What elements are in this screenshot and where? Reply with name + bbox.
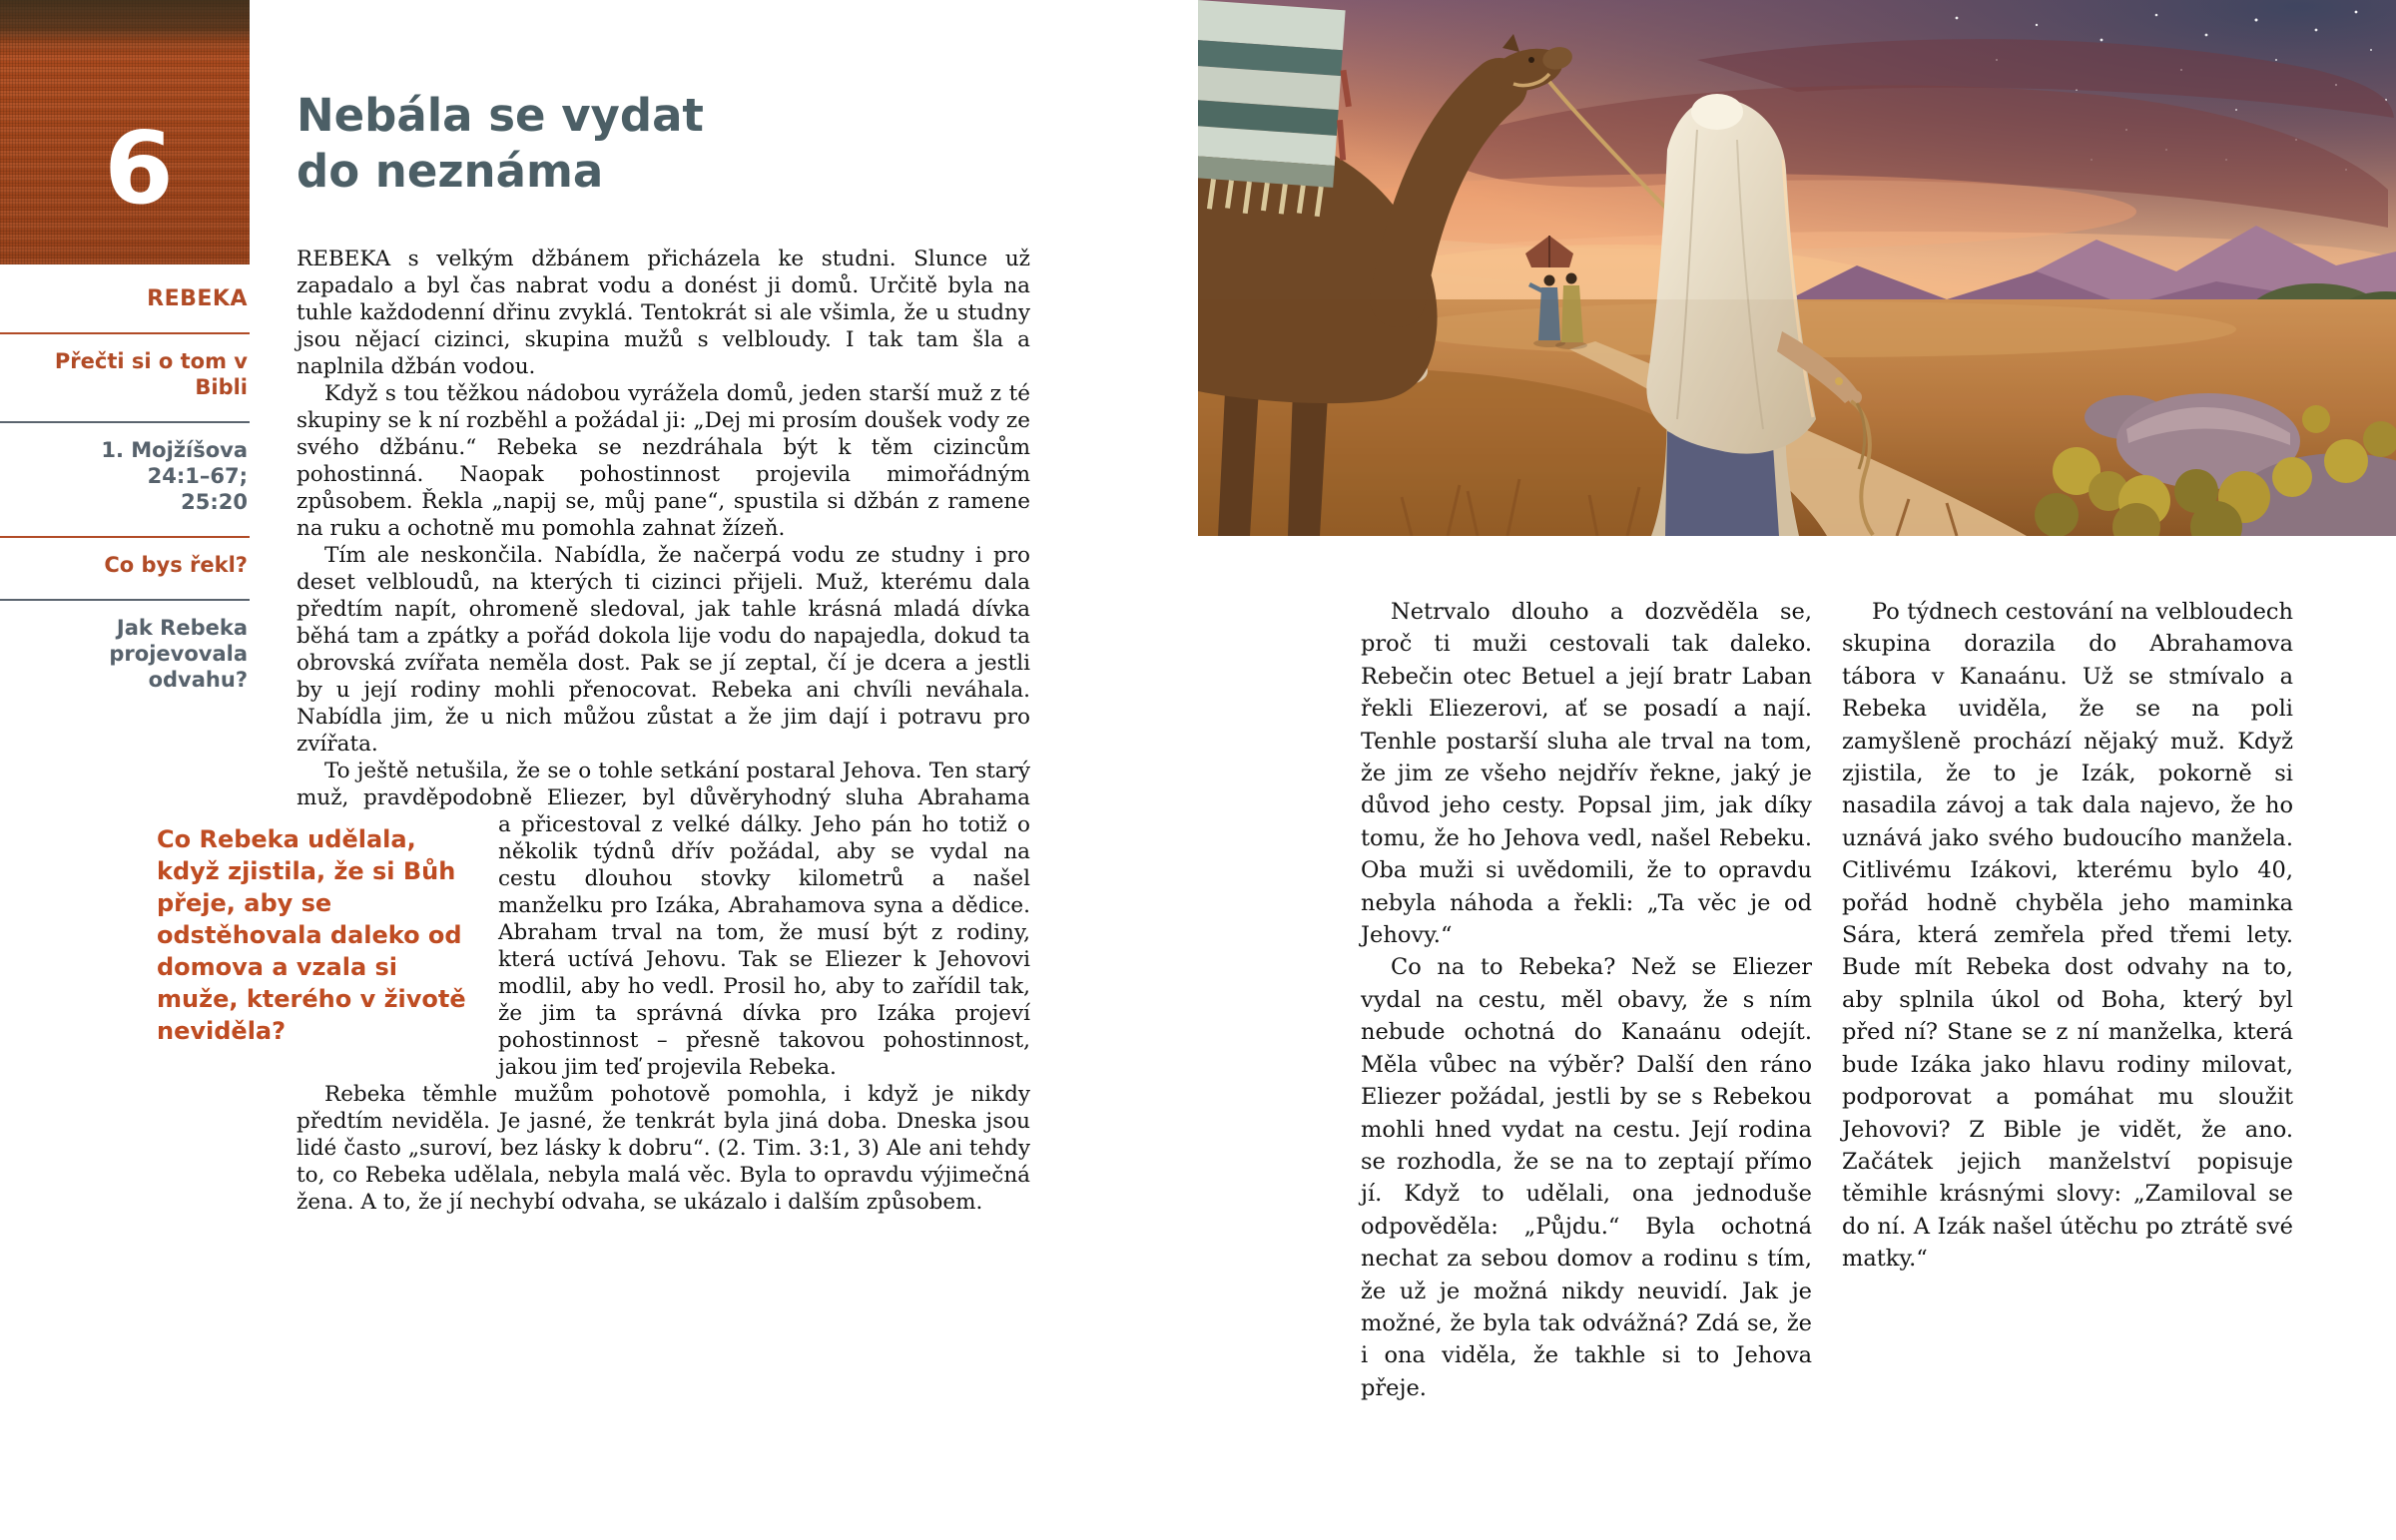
pull-quote: Co Rebeka udělala, když zjistila, že si Bůh přeje, aby se odstěhovala daleko od domova a vzala si muže, kterého v životě neviděla?: [157, 825, 466, 1045]
body-paragraph: Když s tou těžkou nádobou vyrážela domů, jeden starší muž z té skupiny se k ní rozběhl a požádal ji: „Dej mi prosím doušek vody ze svého džbánu.“ Rebeka se nezdráhala být k těm cizincům pohostinná. Naopak pohostinnost projevila mimořádným způsobem. Řekla „napij se, můj pane“, spustila si džbán z ramene na ruku a ochotně mu pomohla zahnat žízeň.: [297, 381, 1030, 541]
body-paragraph: REBEKA s velkým džbánem přicházela ke studni. Slunce už zapadalo a byl čas nabrat vodu a donést ji domů. Určitě byla na tuhle každodenní dřinu zvyklá. Tentokrát si ale všimla, že u studny jsou nějací cizinci, skupina mužů s velbloudy. I tak tam šla a naplnila džbán vodou.: [297, 247, 1030, 379]
chapter-number: 6: [104, 110, 174, 227]
sidebar-person-name: REBEKA: [147, 286, 248, 311]
page-title-line: Nebála se vydat: [297, 89, 704, 142]
body-paragraph: To ještě netušila, že se o tohle setkání postaral Jehova. Ten starý muž, pravděpodobně Eliezer, byl důvěryhodný sluha Abrahama: [297, 759, 1030, 810]
sidebar: [0, 0, 250, 693]
divider-gray: [0, 421, 250, 423]
story-illustration: [1198, 0, 2396, 536]
body-paragraph: Tím ale neskončila. Nabídla, že načerpá vodu ze studny i pro deset velbloudů, na kterých ti cizinci přijeli. Muž, kterému dala předtím napít, ohromeně sledoval, jak tahle krásná mladá dívka běhá tam a zpátky a pořád dokola lije vodu do napajedla, dokud ta obrovská zvířata neměla dost. Pak se jí zeptal, čí je dcera a jestli by u její rodiny mohli přenocovat. Rebeka ani chvíli neváhala. Nabídla jim, že u nich můžou zůstat a že jim dají i potravu pro zvířata.: [297, 543, 1030, 757]
body-paragraph: a přicestoval z velké dálky. Jeho pán ho totiž o několik týdnů dřív požádal, aby se vydal na cestu dlouhou stovky kilometrů a našel manželku pro Izáka, Abrahamova syna a dědice. Abraham trval na tom, že musí být z rodiny, která uctívá Jehovu. Tak se Eliezer k Jehovovi modlil, aby ho vedl. Prosil ho, aby to zařídil tak, že jim ta správná dívka pro Izáka projeví pohostinnost – přesně takovou pohostinnost, jakou jim teď projevila Rebeka.: [498, 812, 1030, 1080]
page-title-line: do neznáma: [297, 145, 604, 198]
warm-wash: [1198, 299, 2396, 536]
sidebar-question-label: Co bys řekl?: [104, 553, 248, 577]
text-column-1: [1361, 596, 1812, 1404]
text-column-2: [1842, 596, 2293, 1276]
sidebar-read-label: Přečti si o tom v Bibli: [54, 349, 248, 399]
body-paragraph: Co na to Rebeka? Než se Eliezer vydal na cestu, měl obavy, že s ním nebude ochotná do Kanaánu odejít. Měla vůbec na výběr? Další den ráno Eliezer požádal, jestli by se s Rebekou mohli hned vydat na cestu. Její rodina se rozhodla, že se na to zeptají přímo jí. Když to udělali, ona jednoduše odpověděla: „Půjdu.“ Byla ochotná nechat za sebou domov a rodinu s tím, že už je možná nikdy neuvidí. Jak je možné, že byla tak odvážná? Zdá se, že i ona viděla, že takhle si to Jehova přeje.: [1361, 954, 1812, 1401]
chapter-box: [0, 0, 250, 264]
body-paragraph: Rebeka těmhle mužům pohotově pomohla, i když je nikdy předtím neviděla. Je jasné, že tenkrát byla jiná doba. Dneska jsou lidé často „suroví, bez lásky k dobru“. (2. Tim. 3:1, 3) Ale ani tehdy to, co Rebeka udělala, nebyla malá věc. Byla to opravdu výjimečná žena. A to, že jí nechybí odvaha, se ukázalo i dalším způsobem.: [297, 1082, 1030, 1215]
divider-gray: [0, 599, 250, 601]
body-paragraph: Po týdnech cestování na velbloudech skupina dorazila do Abrahamova tábora v Kanaánu. Už se stmívalo a Rebeka uviděla, že se na poli zamyšleně prochází nějaký muž. Když zjistila, že to je Izák, pokorně si nasadila závoj a tak dala najevo, že ho uznává jako svého budoucího manžela. Citlivému Izákovi, kterému bylo 40, pořád hodně chyběla jeho maminka Sára, která zemřela před třemi lety. Bude mít Rebeka dost odvahy na to, aby splnila úkol od Boha, který byl před ní? Stane se z ní manželka, která bude Izáka jako hlavu rodiny milovat, podporovat a pomáhat mu sloužit Jehovovi? Z Bible je vidět, že ano. Začátek jejich manželství popisuje těmihle krásnými slovy: „Zamiloval se do ní. A Izák našel útěchu po ztrátě své matky.“: [1842, 599, 2293, 1273]
body-paragraph: Netrvalo dlouho a dozvěděla se, proč ti muži cestovali tak daleko. Rebečin otec Betuel a její bratr Laban řekli Eliezerovi, ať se posadí a nají. Tenhle postarší sluha ale trval na tom, že jim ze všeho nejdřív řekne, jaký je důvod jeho cesty. Popsal jim, jak díky tomu, že ho Jehova vedl, našel Rebeku. Oba muži si uvědomili, že to opravdu nebyla náhoda a řekli: „Ta věc je od Jehovy.“: [1361, 599, 1812, 949]
sidebar-scripture-reference: 1. Mojžíšova 24:1–67; 25:20: [101, 438, 248, 514]
sidebar-question: Jak Rebeka projevovala odvahu?: [109, 616, 248, 692]
divider-orange: [0, 332, 250, 334]
page-title: [297, 88, 1030, 200]
divider-orange: [0, 536, 250, 538]
